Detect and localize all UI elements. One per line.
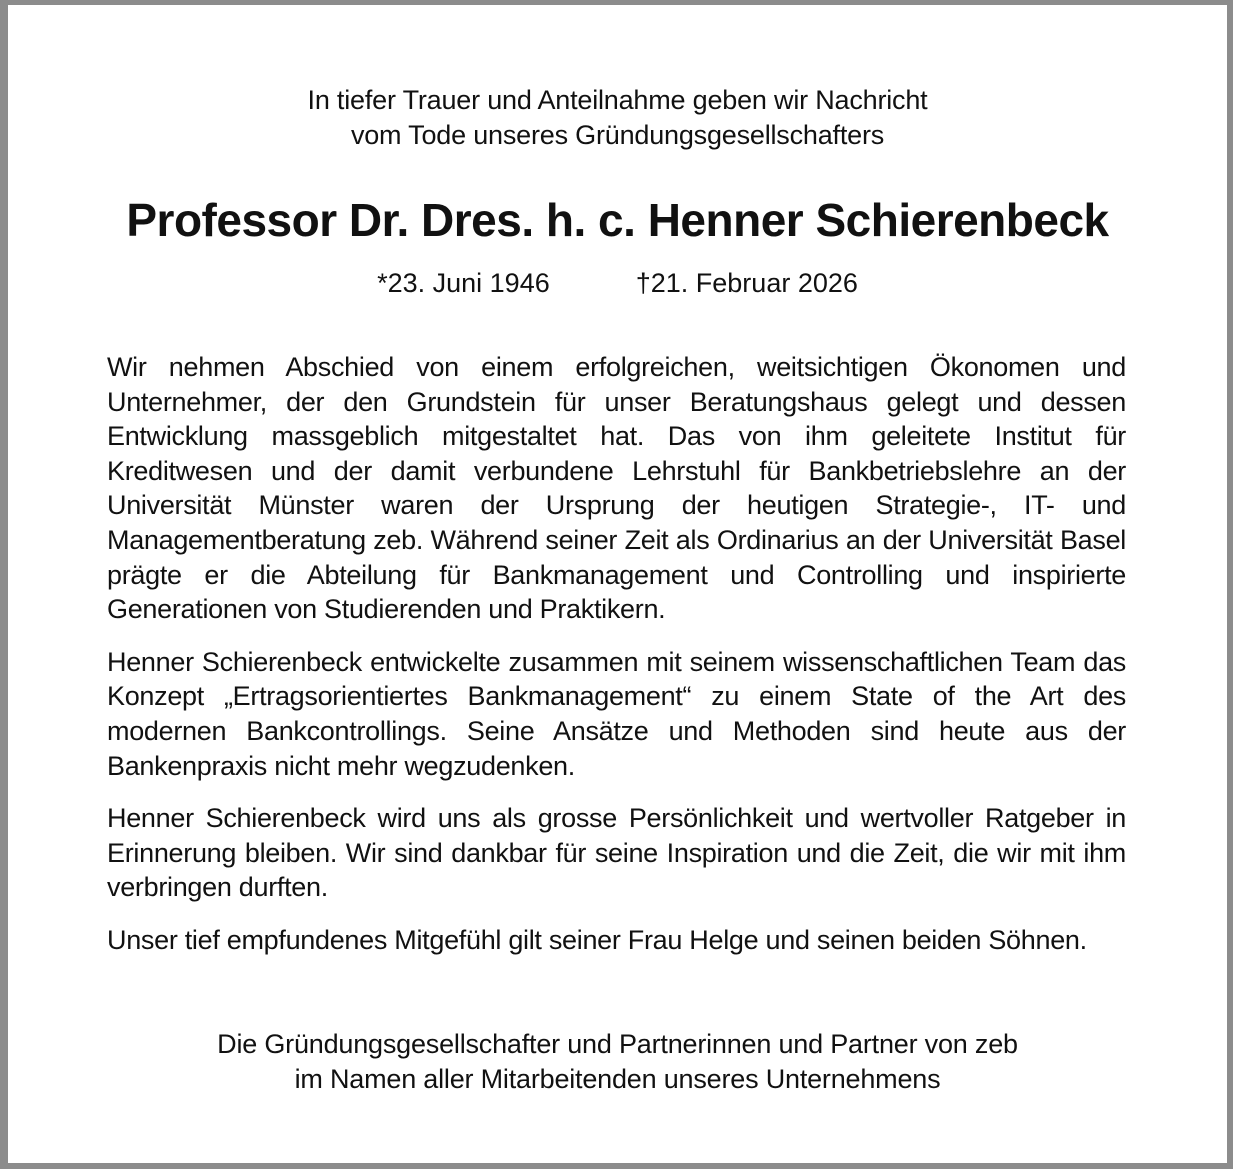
paragraph: Wir nehmen Abschied von einem erfolgreichen, weitsichtigen Ökonomen und Unternehmer, der den Grundstein für unser Beratungshaus gelegt und dessen Entwicklung massgeblich mitgestaltet hat. Das von ihm geleitete Institut für Kreditwesen und der damit verbundene Lehrstuhl für Bankbetriebslehre an der Universität Münster waren der Ursprung der heutigen Strategie-, IT- und Managementberatung zeb. Während seiner Zeit als Ordinarius an der Universität Basel prägte er die Abteilung für Bankmanagement und Controlling und inspirierte Generationen von Studierenden und Praktikern. [107, 352, 1126, 625]
death-date: †21. Februar 2026 [635, 268, 858, 298]
obituary-body [107, 350, 1126, 976]
deceased-name: Professor Dr. Dres. h. c. Henner Schierenbeck [126, 194, 1109, 246]
intro-text [8, 83, 1227, 153]
paragraph: Henner Schierenbeck entwickelte zusammen mit seinem wissenschaftlichen Team das Konzept „Ertragsorientiertes Bankmanagement“ zu einem State of the Art des modernen Bankcontrollings. Seine Ansätze und Methoden sind heute aus der Bankenpraxis nicht mehr wegzudenken. [107, 646, 1126, 781]
paragraph: Henner Schierenbeck wird uns als grosse Persönlichkeit und wertvoller Ratgeber in Erinnerung bleiben. Wir sind dankbar für seine Inspiration und die Zeit, die wir mit ihm verbringen durften. [107, 803, 1126, 903]
signature-block [8, 1027, 1227, 1097]
intro-line-2: vom Tode unseres Gründungsgesellschafters [350, 120, 885, 150]
signature-line-2: im Namen aller Mitarbeitenden unseres Unternehmens [294, 1064, 941, 1094]
signature-line-1: Die Gründungsgesellschafter und Partnerinnen und Partner von zeb [217, 1029, 1018, 1059]
life-dates [8, 266, 1227, 300]
birth-date: *23. Juni 1946 [377, 268, 550, 298]
intro-line-1: In tiefer Trauer und Anteilnahme geben wir Nachricht [307, 85, 928, 115]
paragraph: Unser tief empfundenes Mitgefühl gilt seiner Frau Helge und seinen beiden Söhnen. [107, 924, 1087, 955]
